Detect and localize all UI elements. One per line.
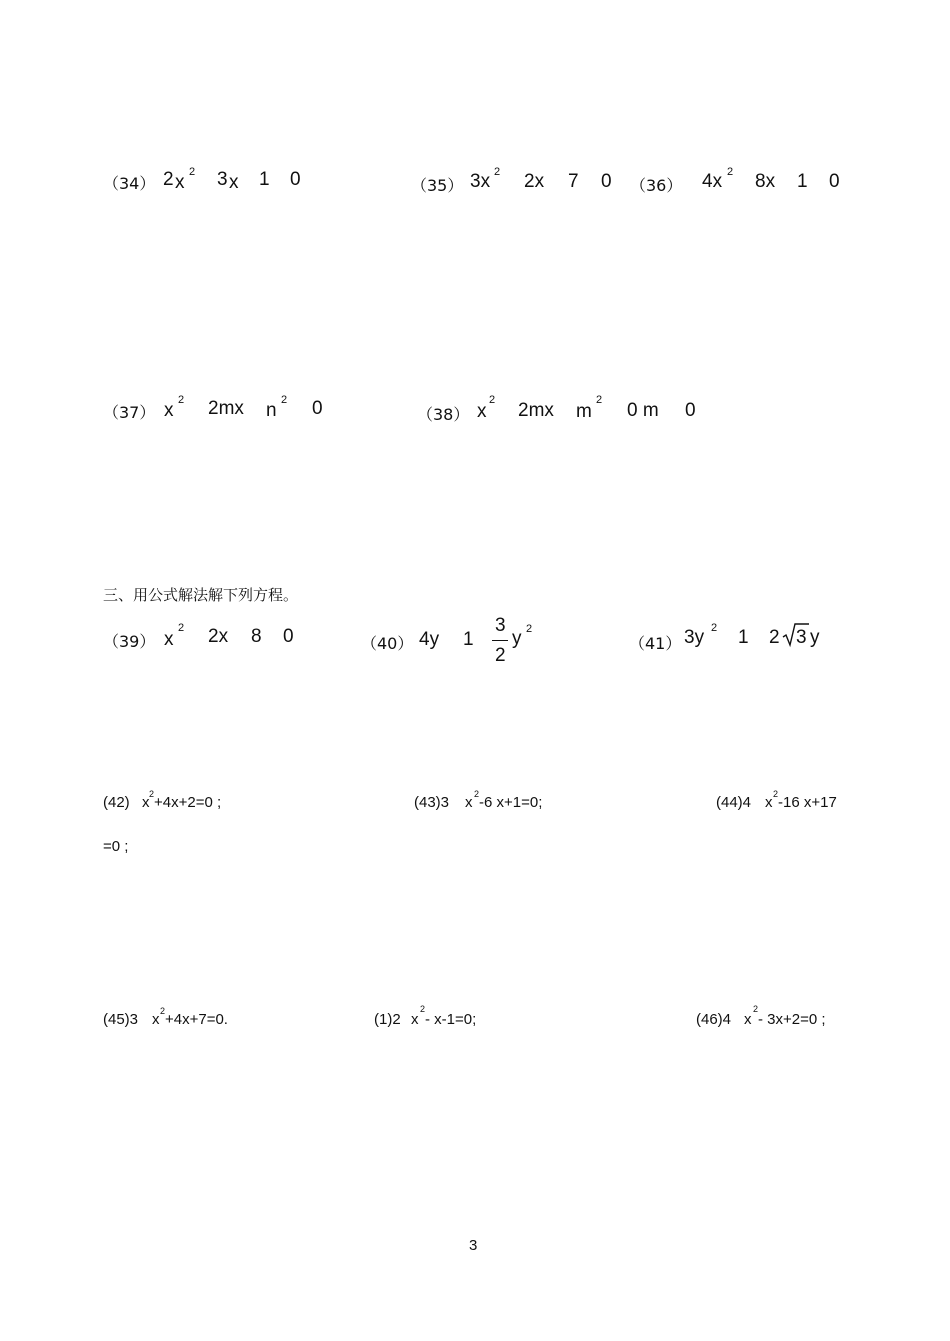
term: 4x bbox=[702, 171, 723, 192]
exponent: 2 bbox=[494, 166, 501, 178]
exponent: 2 bbox=[596, 394, 603, 406]
term: 2mx bbox=[518, 400, 554, 421]
coefficient: 2 bbox=[769, 627, 780, 648]
exponent: 2 bbox=[753, 1004, 759, 1014]
variable: x bbox=[152, 1011, 160, 1028]
equation-wrap: =0 ; bbox=[103, 838, 129, 855]
section-title: 三、用公式解法解下列方程。 bbox=[103, 586, 299, 604]
problem-label: (1)2 bbox=[374, 1011, 401, 1028]
term: 3y bbox=[684, 627, 705, 648]
problem-label: (43)3 bbox=[414, 794, 450, 811]
equation-rest: - x-1=0; bbox=[425, 1011, 477, 1028]
fraction-numerator: 3 bbox=[495, 615, 506, 636]
coefficient: 3 bbox=[217, 169, 228, 190]
variable: y bbox=[512, 628, 522, 649]
problem-label: (45)3 bbox=[103, 1011, 139, 1028]
problem-label: （40） bbox=[361, 634, 414, 653]
condition: 0 bbox=[685, 400, 696, 421]
right-side: 0 bbox=[601, 171, 612, 192]
term: 2x bbox=[524, 171, 545, 192]
exponent: 2 bbox=[149, 789, 155, 799]
radicand: 3 bbox=[796, 627, 807, 648]
equation-rest: - 3x+2=0 ; bbox=[758, 1011, 826, 1028]
variable: y bbox=[810, 627, 820, 648]
variable: x bbox=[175, 172, 185, 193]
page-number: 3 bbox=[469, 1237, 478, 1254]
coefficient: 2 bbox=[163, 169, 174, 190]
variable: n bbox=[266, 400, 277, 421]
term: 2mx bbox=[208, 398, 244, 419]
constant: 1 bbox=[463, 629, 474, 650]
term: 4y bbox=[419, 629, 440, 650]
equation-rest: -16 x+17 bbox=[778, 794, 837, 811]
variable: x bbox=[229, 172, 239, 193]
variable: x bbox=[477, 401, 487, 422]
term: 3x bbox=[470, 171, 491, 192]
problem-label: （34） bbox=[103, 174, 156, 193]
problem-label: (46)4 bbox=[696, 1011, 732, 1028]
exponent: 2 bbox=[526, 623, 533, 635]
variable: x bbox=[142, 794, 150, 811]
variable: x bbox=[164, 400, 174, 421]
right-side: 0 bbox=[290, 169, 301, 190]
term: 2x bbox=[208, 626, 229, 647]
variable: m bbox=[576, 401, 592, 422]
exponent: 2 bbox=[711, 622, 718, 634]
exponent: 2 bbox=[160, 1006, 166, 1016]
exponent: 2 bbox=[474, 789, 480, 799]
variable: x bbox=[164, 629, 174, 650]
fraction-denominator: 2 bbox=[495, 645, 506, 666]
problem-label: （37） bbox=[103, 403, 156, 422]
constant: 1 bbox=[259, 169, 270, 190]
term: 8x bbox=[755, 171, 776, 192]
problem-label: （36） bbox=[630, 176, 683, 195]
constant: 1 bbox=[738, 627, 749, 648]
exponent: 2 bbox=[489, 394, 496, 406]
equation-rest: -6 x+1=0; bbox=[479, 794, 543, 811]
variable: x bbox=[411, 1011, 419, 1028]
fraction-bar bbox=[492, 640, 508, 641]
variable: x bbox=[744, 1011, 752, 1028]
exponent: 2 bbox=[420, 1004, 426, 1014]
right-side: 0 bbox=[829, 171, 840, 192]
right-side: 0 bbox=[312, 398, 323, 419]
constant: 8 bbox=[251, 626, 262, 647]
exponent: 2 bbox=[281, 394, 288, 406]
exponent: 2 bbox=[727, 166, 734, 178]
constant: 1 bbox=[797, 171, 808, 192]
exponent: 2 bbox=[178, 394, 185, 406]
exponent: 2 bbox=[189, 166, 196, 178]
problem-label: （38） bbox=[417, 405, 470, 424]
right-side: 0 bbox=[283, 626, 294, 647]
problem-label: （35） bbox=[411, 176, 464, 195]
variable: x bbox=[765, 794, 773, 811]
variable: x bbox=[465, 794, 473, 811]
exponent: 2 bbox=[773, 789, 779, 799]
problem-label: (42) bbox=[103, 794, 130, 811]
exponent: 2 bbox=[178, 622, 185, 634]
equation-rest: +4x+2=0 ; bbox=[154, 794, 222, 811]
problem-label: （39） bbox=[103, 632, 156, 651]
constant: 7 bbox=[568, 171, 579, 192]
equation-rest: +4x+7=0. bbox=[165, 1011, 228, 1028]
problem-label: (44)4 bbox=[716, 794, 752, 811]
right-side: 0 m bbox=[627, 400, 659, 421]
problem-label: （41） bbox=[629, 634, 682, 653]
